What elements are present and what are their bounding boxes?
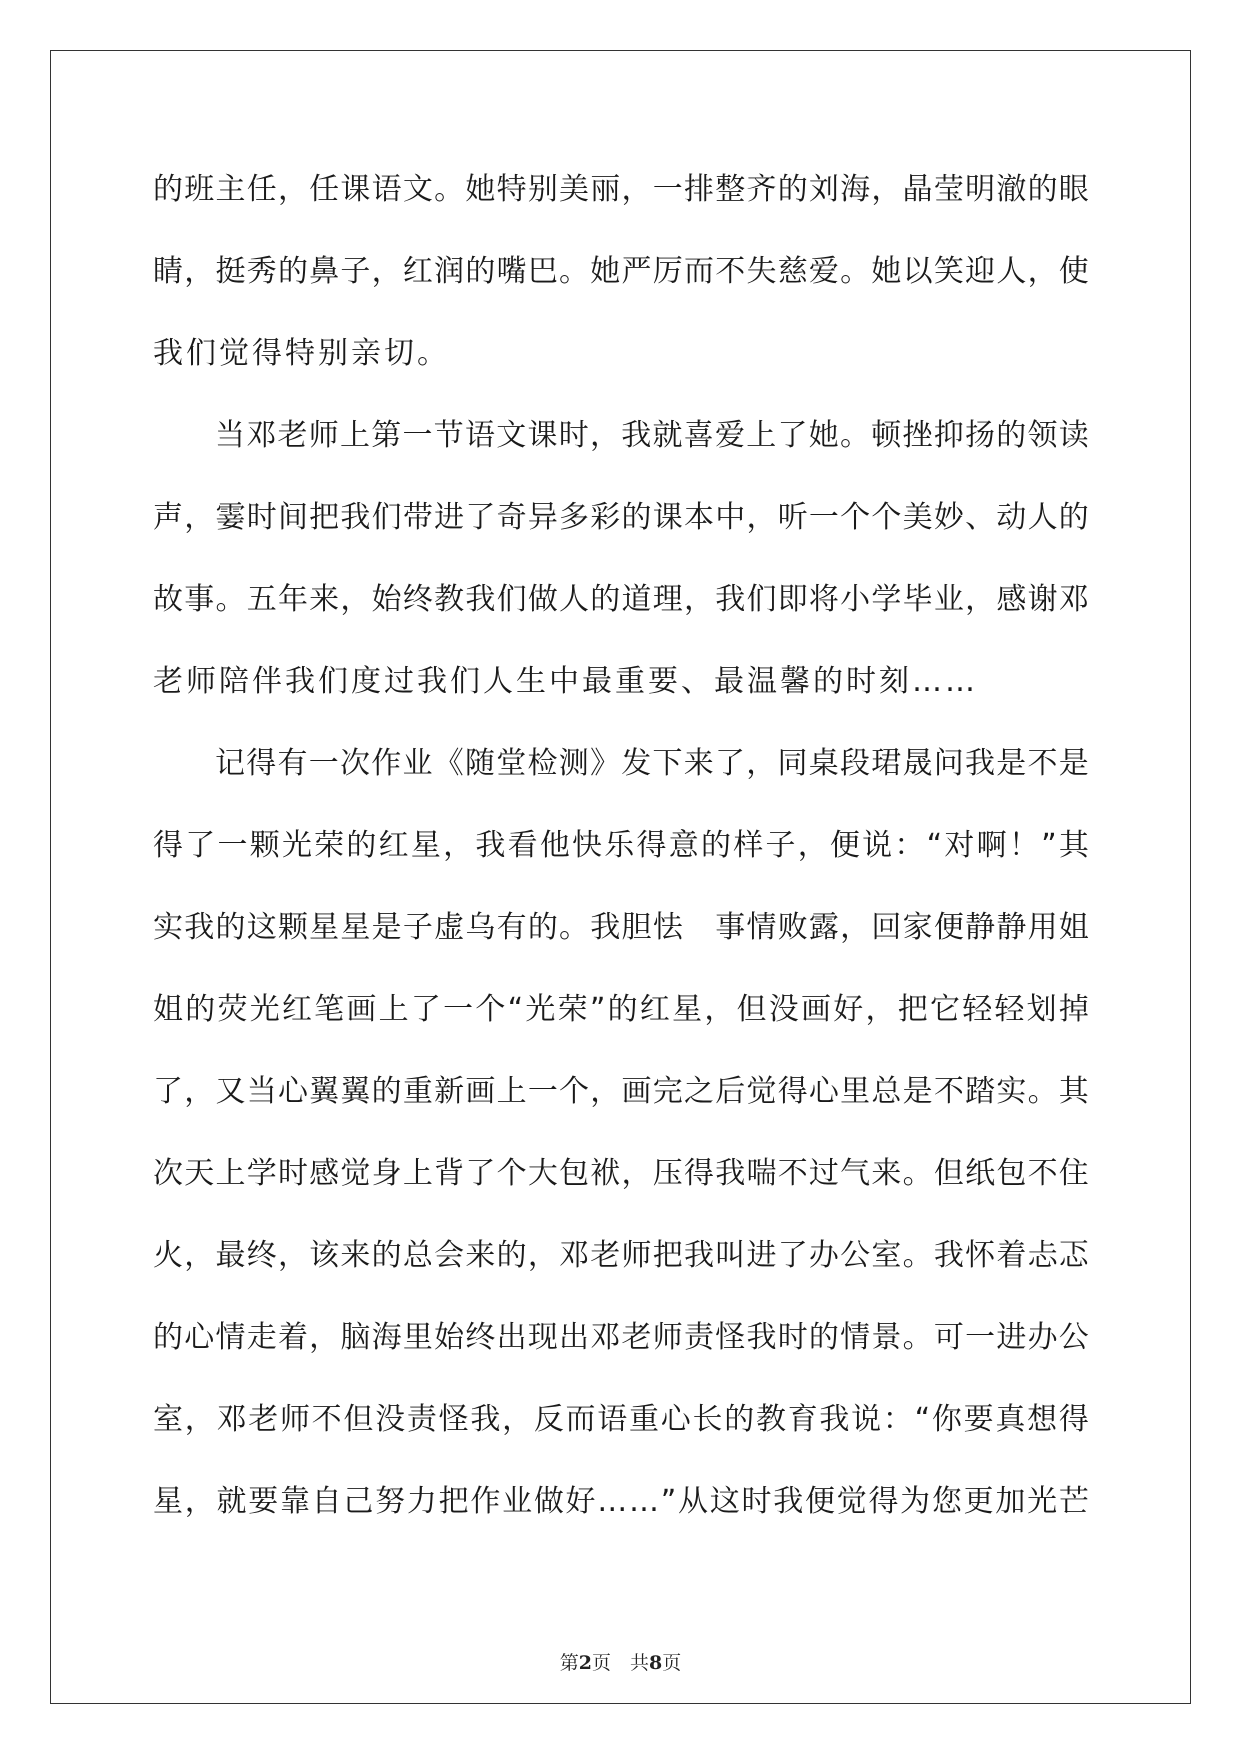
paragraph-line: 的 心 情 走 着 ， 脑 海 里 始 终 出 现 出 邓 老 师 责 怪 我 时 的 情 景 。 可 一 进 办 公 (153, 1320, 1089, 1355)
paragraph-line: 姐 的 荧 光 红 笔 画 上 了 一 个 “ 光 荣 ” 的 红 星 ， 但 没 画 好 ， 把 它 轻 轻 划 掉 (153, 992, 1089, 1027)
document-body (153, 162, 1089, 1556)
paragraph-line: 我们觉得特别亲切。 (153, 336, 450, 371)
paragraph-line: 记 得 有 一 次 作 业 《 随 堂 检 测 》 发 下 来 了 ， 同 桌 段 珺 晟 问 我 是 不 是 (215, 746, 1089, 781)
paragraph-line: 老师陪伴我们度过我们人生中最重要、最温馨的时刻…… (153, 664, 978, 699)
paragraph-line: 睛 ， 挺 秀 的 鼻 子 ， 红 润 的 嘴 巴 。 她 严 厉 而 不 失 慈 爱 。 她 以 笑 迎 人 ， 使 (153, 254, 1089, 289)
current-page-number: 2 (578, 1652, 592, 1674)
paragraph-line: 了 ， 又 当 心 翼 翼 的 重 新 画 上 一 个 ， 画 完 之 后 觉 得 心 里 总 是 不 踏 实 。 其 (153, 1074, 1089, 1109)
paragraph-line: 的 班 主 任 ， 任 课 语 文 。 她 特 别 美 丽 ， 一 排 整 齐 的 刘 海 ， 晶 莹 明 澈 的 眼 (153, 172, 1089, 207)
page-prefix: 第 (559, 1652, 579, 1674)
paragraph-line: 得 了 一 颗 光 荣 的 红 星 ， 我 看 他 快 乐 得 意 的 样 子 ， 便 说 ： “ 对 啊 ！ ” 其 (153, 828, 1089, 863)
paragraph-line: 火 ， 最 终 ， 该 来 的 总 会 来 的 ， 邓 老 师 把 我 叫 进 了 办 公 室 。 我 怀 着 忐 忑 (153, 1238, 1089, 1273)
paragraph-line: 故 事 。 五 年 来 ， 始 终 教 我 们 做 人 的 道 理 ， 我 们 即 将 小 学 毕 业 ， 感 谢 邓 (153, 582, 1089, 617)
page-footer (0, 1648, 1241, 1675)
paragraph-line: 星 ， 就 要 靠 自 己 努 力 把 作 业 做 好 … … ” 从 这 时 我 便 觉 得 为 您 更 加 光 芒 (153, 1484, 1089, 1519)
paragraph-line: 当 邓 老 师 上 第 一 节 语 文 课 时 ， 我 就 喜 爱 上 了 她 。 顿 挫 抑 扬 的 领 读 (215, 418, 1089, 453)
page-suffix: 页 (662, 1652, 682, 1674)
total-page-number: 8 (649, 1652, 663, 1674)
paragraph-line: 室 ， 邓 老 师 不 但 没 责 怪 我 ， 反 而 语 重 心 长 的 教 育 我 说 ： “ 你 要 真 想 得 (153, 1402, 1089, 1437)
paragraph-line: 声 ， 霎 时 间 把 我 们 带 进 了 奇 异 多 彩 的 课 本 中 ， 听 一 个 个 美 妙 、 动 人 的 (153, 500, 1089, 535)
paragraph-line: 实 我 的 这 颗 星 星 是 子 虚 乌 有 的 。 我 胆 怯 事 情 败 露 ， 回 家 便 静 静 用 姐 (153, 910, 1089, 945)
paragraph-line: 次 天 上 学 时 感 觉 身 上 背 了 个 大 包 袱 ， 压 得 我 喘 不 过 气 来 。 但 纸 包 不 住 (153, 1156, 1089, 1191)
page-middle: 页 共 (591, 1652, 649, 1674)
